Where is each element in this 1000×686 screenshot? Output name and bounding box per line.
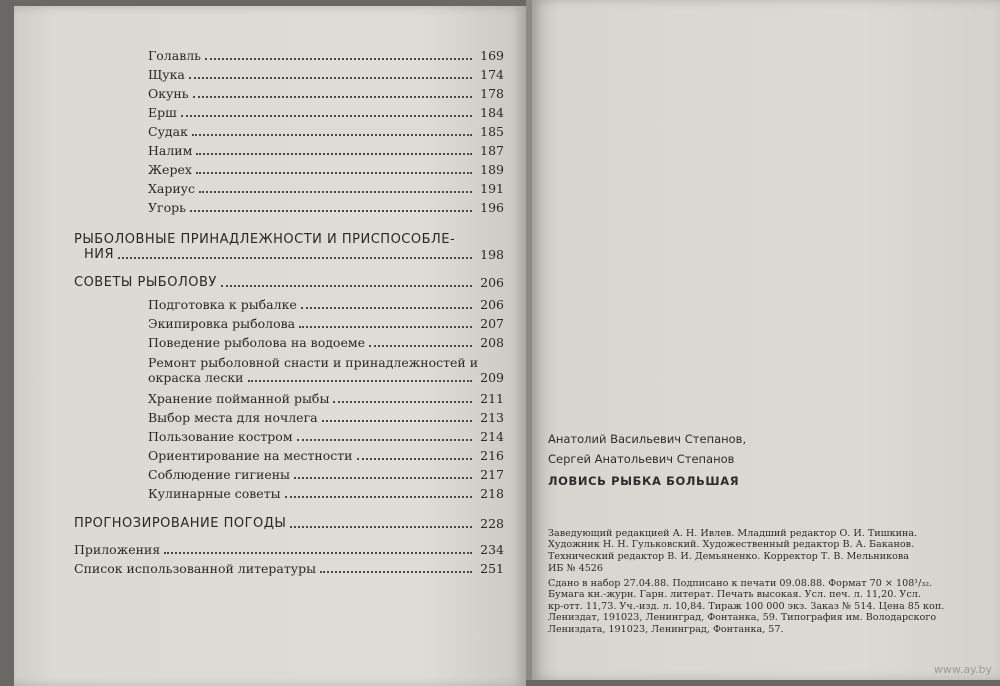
toc-entry-page: 169 — [480, 48, 504, 63]
dot-leader — [189, 77, 472, 79]
toc-entry-multiline — [148, 355, 504, 370]
dot-leader — [164, 552, 472, 554]
toc-entry — [148, 316, 504, 331]
toc-entry — [148, 467, 504, 482]
dot-leader — [320, 571, 472, 573]
toc-entry-title: Окунь — [148, 86, 189, 101]
toc-entry-appendix — [74, 542, 504, 557]
toc-section — [74, 275, 504, 290]
toc-entry-page: 174 — [480, 67, 504, 82]
toc-section-continued — [84, 247, 504, 262]
toc-entry-page: 189 — [480, 162, 504, 177]
toc-entry — [148, 105, 504, 120]
toc-entry — [148, 67, 504, 82]
toc-entry-title: Приложения — [74, 542, 161, 557]
dot-leader — [333, 401, 472, 403]
toc-entry — [148, 429, 504, 444]
toc-entry-page: 211 — [480, 391, 504, 406]
toc-entry — [148, 335, 504, 350]
publication-number: ИБ № 4526 — [548, 563, 604, 574]
toc-entry — [148, 162, 504, 177]
toc-entry-title: Соблюдение гигиены — [148, 467, 291, 482]
dot-leader — [322, 420, 472, 422]
dot-leader — [297, 439, 472, 441]
dot-leader — [118, 257, 472, 259]
toc-entry-title: Угорь — [148, 200, 186, 215]
toc-entry — [148, 86, 504, 101]
toc-section-page: 198 — [480, 247, 504, 262]
dot-leader — [196, 172, 472, 174]
print-details: Сдано в набор 27.04.88. Подписано к печати 09.08.88. Формат 70 × 108¹/₃₂. Бумага кн.-журн. Гарн. литерат. Печать высокая. Усл. печ. л. 11,20. Усл. кр-отт. 11,73. Уч.-изд. л. 10,84. Тираж 100 000 экз. Заказ № 514. Цена 85 коп. Лениздат, 191023, Ленинград, Фонтанка, 59. Типография им. Володарского Лениздата, 191023, Ленинград, Фонтанка, 57. — [548, 578, 945, 635]
dot-leader — [285, 496, 472, 498]
dot-leader — [294, 477, 472, 479]
toc-entry-page: 218 — [480, 486, 504, 501]
toc-entry-title: Хариус — [148, 181, 196, 196]
dot-leader — [181, 115, 472, 117]
dot-leader — [192, 134, 472, 136]
toc-entry-page: 196 — [480, 200, 504, 215]
toc-entry-title: Ерш — [148, 105, 177, 120]
dot-leader — [301, 307, 472, 309]
toc-section-title-continued: НИЯ — [84, 247, 115, 262]
toc-entry — [148, 181, 504, 196]
toc-entry-page: 185 — [480, 124, 504, 139]
editorial-credits: Заведующий редакцией А. Н. Ивлев. Младший редактор О. И. Тишкина. Художник Н. Н. Гульковский. Художественный редактор В. А. Баканов. Технический редактор В. И. Демьяненко. Корректор Т. В. Мельникова — [548, 528, 918, 562]
dot-leader — [199, 191, 472, 193]
toc-entry — [148, 297, 504, 312]
toc-entry — [148, 410, 504, 425]
toc-entry-title: Поведение рыболова на водоеме — [148, 335, 365, 350]
toc-section-page: 206 — [480, 275, 504, 290]
toc-entry-title: Выбор места для ночлега — [148, 410, 318, 425]
toc-entry-title: Ориентирование на местности — [148, 448, 353, 463]
dot-leader — [221, 285, 472, 287]
toc-entry-page: 187 — [480, 143, 504, 158]
toc-section-title: СОВЕТЫ РЫБОЛОВУ — [74, 275, 217, 290]
toc-entry-page: 213 — [480, 410, 504, 425]
toc-section — [74, 232, 504, 247]
toc-entry-page: 217 — [480, 467, 504, 482]
toc-entry-continued — [148, 370, 504, 385]
toc-entry-page: 208 — [480, 335, 504, 350]
toc-entry — [148, 200, 504, 215]
toc-entry-title: Подготовка к рыбалке — [148, 297, 297, 312]
toc-entry — [148, 391, 504, 406]
toc-entry-title-continued: окраска лески — [148, 370, 244, 385]
toc-entry-page: 251 — [480, 561, 504, 576]
toc-section — [74, 516, 504, 531]
toc-entry-page: 214 — [480, 429, 504, 444]
toc-entry-page: 209 — [480, 370, 504, 385]
toc-entry-title: Экипировка рыболова — [148, 316, 296, 331]
toc-entry-page: 216 — [480, 448, 504, 463]
toc-entry-page: 234 — [480, 542, 504, 557]
toc-entry-page: 207 — [480, 316, 504, 331]
site-watermark: www.ay.by — [933, 663, 992, 676]
toc-section-page: 228 — [480, 516, 504, 531]
toc-entry-title: Щука — [148, 67, 185, 82]
dot-leader — [205, 58, 472, 60]
toc-entry-title: Кулинарные советы — [148, 486, 281, 501]
toc-entry-title: Пользование костром — [148, 429, 293, 444]
toc-section-title: ПРОГНОЗИРОВАНИЕ ПОГОДЫ — [74, 516, 287, 531]
toc-entry-title: Судак — [148, 124, 188, 139]
toc-entry-title: Хранение пойманной рыбы — [148, 391, 330, 406]
toc-section-title: РЫБОЛОВНЫЕ ПРИНАДЛЕЖНОСТИ И ПРИСПОСОБЛЕ- — [74, 232, 456, 247]
dot-leader — [290, 526, 472, 528]
dot-leader — [196, 153, 472, 155]
toc-entry-bibliography — [74, 561, 504, 576]
toc-entry-title: Список использованной литературы — [74, 561, 317, 576]
dot-leader — [190, 210, 472, 212]
dot-leader — [193, 96, 472, 98]
toc-entry — [148, 143, 504, 158]
dot-leader — [248, 380, 472, 382]
dot-leader — [369, 345, 472, 347]
dot-leader — [357, 458, 472, 460]
book-title: ЛОВИСЬ РЫБКА БОЛЬШАЯ — [548, 474, 740, 488]
toc-entry — [148, 48, 504, 63]
author-line-2: Сергей Анатольевич Степанов — [548, 452, 735, 466]
toc-entry-title: Ремонт рыболовной снасти и принадлежностей и — [148, 355, 479, 370]
dot-leader — [299, 326, 472, 328]
toc-entry-title: Жерех — [148, 162, 192, 177]
toc-entry-page: 178 — [480, 86, 504, 101]
toc-entry-page: 206 — [480, 297, 504, 312]
toc-entry — [148, 124, 504, 139]
toc-entry-page: 184 — [480, 105, 504, 120]
toc-entry-page: 191 — [480, 181, 504, 196]
toc-entry-title: Голавль — [148, 48, 201, 63]
toc-entry-title: Налим — [148, 143, 193, 158]
toc-entry — [148, 448, 504, 463]
toc-entry — [148, 486, 504, 501]
author-line-1: Анатолий Васильевич Степанов, — [548, 432, 747, 446]
